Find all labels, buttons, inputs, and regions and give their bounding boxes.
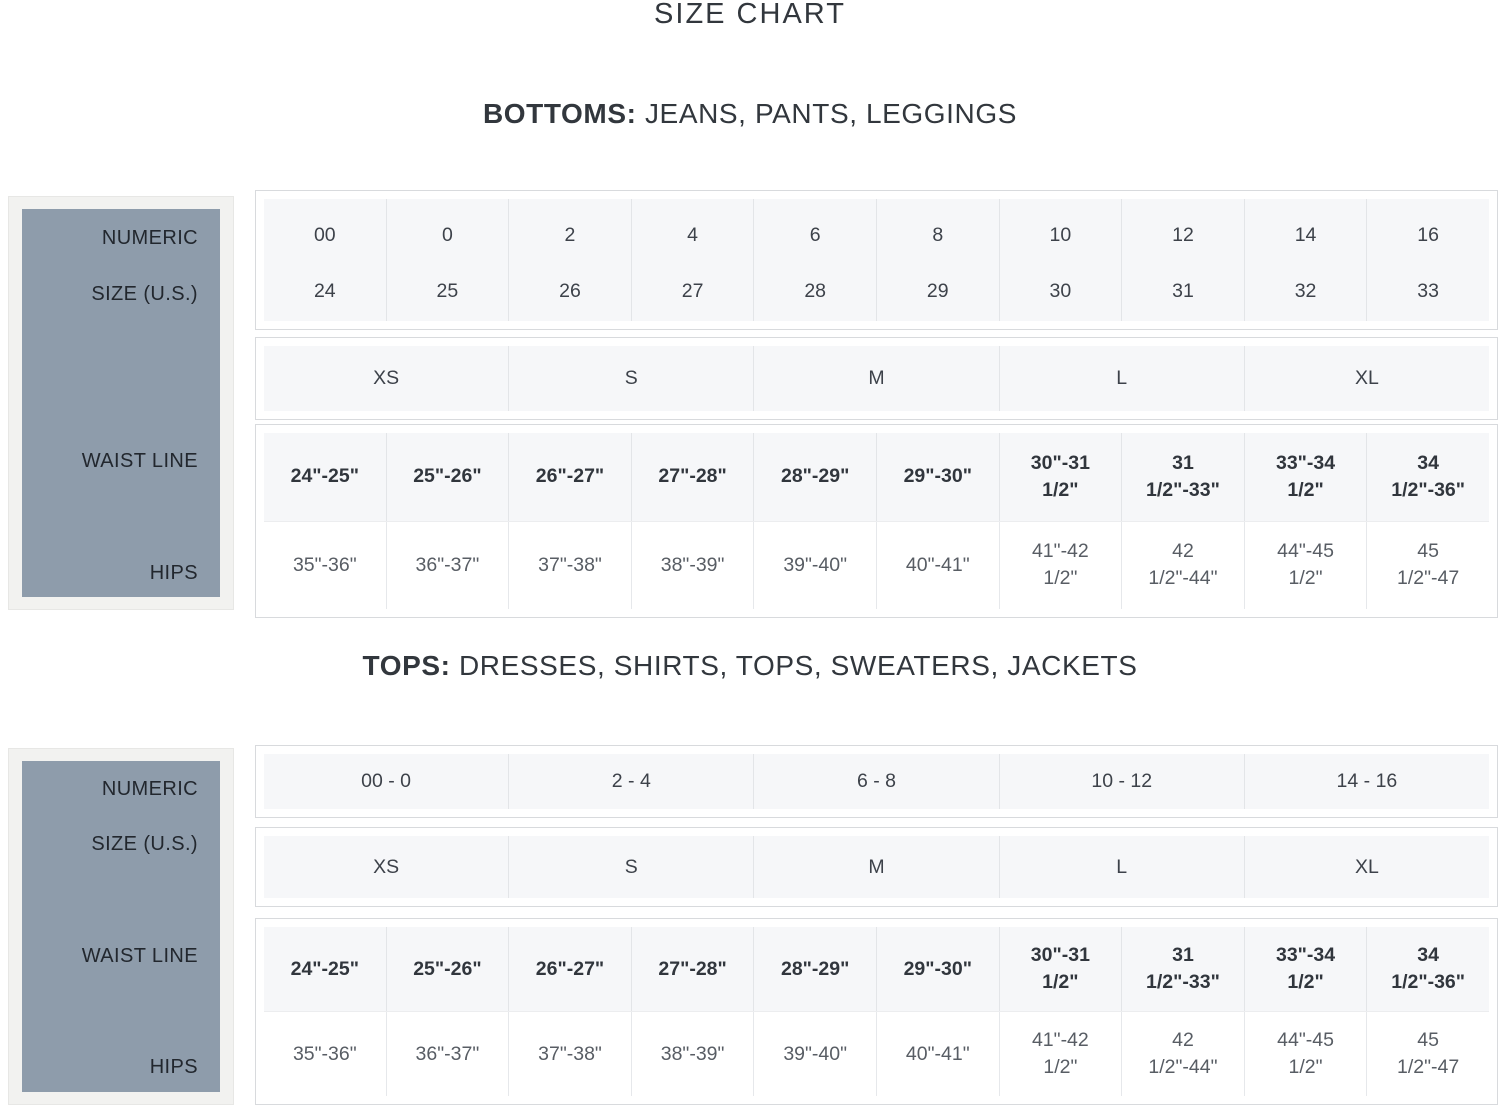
- letter-size-cell: S: [508, 346, 753, 411]
- tops-waist-row: [264, 927, 1489, 1011]
- tops-section-heading: [0, 650, 1500, 682]
- numeric-inches-value: 28: [804, 280, 827, 302]
- letter-size-cell: M: [753, 346, 998, 411]
- bottoms-heading-items: JEANS, PANTS, LEGGINGS: [644, 98, 1018, 129]
- numeric-inches-value: 31: [1172, 280, 1194, 302]
- waist-cell: 34 1/2"-36": [1366, 927, 1489, 1011]
- waist-cell: 34 1/2"-36": [1366, 433, 1489, 521]
- numeric-size-cell: 14 - 16: [1244, 754, 1489, 809]
- hips-cell: 36"-37": [386, 1012, 509, 1096]
- tops-heading-items: DRESSES, SHIRTS, TOPS, SWEATERS, JACKETS: [458, 650, 1138, 681]
- bottoms-row-labels-inner: [22, 209, 220, 597]
- row-label-waist-line: WAIST LINE: [81, 945, 198, 967]
- numeric-size-value: 14: [1294, 224, 1317, 246]
- hips-cell: 37"-38": [508, 522, 631, 610]
- tops-numeric-size-box: [255, 745, 1498, 818]
- waist-cell: 28"-29": [753, 433, 876, 521]
- waist-cell: 33"-34 1/2": [1244, 433, 1367, 521]
- numeric-size-value: 2: [564, 224, 576, 246]
- hips-cell: 45 1/2"-47: [1366, 522, 1489, 610]
- bottoms-row-labels-panel: [8, 196, 234, 610]
- numeric-size-value: 10: [1049, 224, 1072, 246]
- waist-cell: 28"-29": [753, 927, 876, 1011]
- numeric-size-value: 6: [809, 224, 821, 246]
- numeric-size-cell: [753, 199, 876, 321]
- row-label-size-us: SIZE (U.S.): [91, 833, 198, 855]
- hips-cell: 45 1/2"-47: [1366, 1012, 1489, 1096]
- numeric-inches-value: 32: [1294, 280, 1317, 302]
- bottoms-heading-category: BOTTOMS:: [482, 98, 637, 129]
- letter-size-cell: XL: [1244, 346, 1489, 411]
- letter-size-cell: L: [999, 346, 1244, 411]
- numeric-size-value: 12: [1172, 224, 1194, 246]
- tops-row-labels-inner: [22, 761, 220, 1092]
- waist-cell: 26"-27": [508, 927, 631, 1011]
- numeric-size-cell: [508, 199, 631, 321]
- waist-cell: 25"-26": [386, 433, 509, 521]
- waist-cell: 29"-30": [876, 927, 999, 1011]
- hips-cell: 42 1/2"-44": [1121, 522, 1244, 610]
- tops-measurements-box: [255, 918, 1498, 1105]
- numeric-size-cell: 6 - 8: [753, 754, 998, 809]
- numeric-size-cell: [1244, 199, 1367, 321]
- waist-cell: 25"-26": [386, 927, 509, 1011]
- numeric-inches-value: 24: [313, 280, 336, 302]
- hips-cell: 36"-37": [386, 522, 509, 610]
- hips-cell: 37"-38": [508, 1012, 631, 1096]
- row-label-numeric: NUMERIC: [101, 227, 198, 249]
- waist-cell: 27"-28": [631, 927, 754, 1011]
- numeric-size-cell: 2 - 4: [508, 754, 753, 809]
- letter-size-cell: XL: [1244, 836, 1489, 898]
- hips-cell: 39"-40": [753, 522, 876, 610]
- numeric-inches-value: 29: [926, 280, 949, 302]
- hips-cell: 41"-42 1/2": [999, 522, 1122, 610]
- numeric-size-value: 16: [1417, 224, 1439, 246]
- numeric-size-cell: 10 - 12: [999, 754, 1244, 809]
- waist-cell: 27"-28": [631, 433, 754, 521]
- tops-hips-row: [264, 1011, 1489, 1096]
- hips-cell: 38"-39": [631, 1012, 754, 1096]
- numeric-size-value: 0: [441, 224, 453, 246]
- hips-cell: 44"-45 1/2": [1244, 522, 1367, 610]
- letter-size-cell: L: [999, 836, 1244, 898]
- numeric-size-cell: [264, 199, 386, 321]
- numeric-inches-value: 26: [559, 280, 581, 302]
- hips-cell: 38"-39": [631, 522, 754, 610]
- tops-heading-category: TOPS:: [362, 650, 451, 681]
- waist-cell: 30"-31 1/2": [999, 927, 1122, 1011]
- numeric-size-value: 8: [932, 224, 944, 246]
- tops-letter-size-row: [264, 836, 1489, 898]
- numeric-size-value: 00: [313, 224, 336, 246]
- waist-cell: 29"-30": [876, 433, 999, 521]
- hips-cell: 35"-36": [264, 1012, 386, 1096]
- hips-cell: 44"-45 1/2": [1244, 1012, 1367, 1096]
- waist-cell: 31 1/2"-33": [1121, 433, 1244, 521]
- waist-cell: 26"-27": [508, 433, 631, 521]
- waist-cell: 24"-25": [264, 433, 386, 521]
- hips-cell: 39"-40": [753, 1012, 876, 1096]
- numeric-size-cell: 00 - 0: [264, 754, 508, 809]
- row-label-size-us: SIZE (U.S.): [91, 283, 198, 305]
- waist-cell: 30"-31 1/2": [999, 433, 1122, 521]
- page-title: SIZE CHART: [654, 0, 846, 30]
- bottoms-section-heading: [0, 98, 1500, 130]
- numeric-size-cell: [999, 199, 1122, 321]
- hips-cell: 35"-36": [264, 522, 386, 610]
- bottoms-measurements-box: [255, 424, 1498, 618]
- numeric-size-cell: [1121, 199, 1244, 321]
- hips-cell: 40"-41": [876, 1012, 999, 1096]
- letter-size-cell: XS: [264, 346, 508, 411]
- hips-cell: 42 1/2"-44": [1121, 1012, 1244, 1096]
- hips-cell: 41"-42 1/2": [999, 1012, 1122, 1096]
- bottoms-letter-size-row: [264, 346, 1489, 411]
- tops-row-labels-panel: [8, 748, 234, 1105]
- numeric-inches-value: 27: [681, 280, 704, 302]
- numeric-size-cell: [386, 199, 509, 321]
- hips-cell: 40"-41": [876, 522, 999, 610]
- waist-cell: 31 1/2"-33": [1121, 927, 1244, 1011]
- tops-letter-size-box: [255, 827, 1498, 907]
- letter-size-cell: M: [753, 836, 998, 898]
- row-label-hips: HIPS: [149, 1056, 198, 1078]
- waist-cell: 24"-25": [264, 927, 386, 1011]
- waist-cell: 33"-34 1/2": [1244, 927, 1367, 1011]
- numeric-inches-value: 30: [1049, 280, 1072, 302]
- numeric-size-cell: [1366, 199, 1489, 321]
- bottoms-waist-row: [264, 433, 1489, 521]
- bottoms-numeric-size-box: [255, 190, 1498, 330]
- row-label-waist-line: WAIST LINE: [81, 450, 198, 472]
- numeric-inches-value: 25: [436, 280, 459, 302]
- bottoms-letter-size-box: [255, 337, 1498, 420]
- numeric-size-value: 4: [687, 224, 698, 246]
- numeric-size-cell: [876, 199, 999, 321]
- tops-numeric-size-row: [264, 754, 1489, 809]
- bottoms-hips-row: [264, 521, 1489, 610]
- numeric-inches-value: 33: [1417, 280, 1439, 302]
- letter-size-cell: S: [508, 836, 753, 898]
- bottoms-numeric-size-row: [264, 199, 1489, 321]
- row-label-numeric: NUMERIC: [101, 778, 198, 800]
- numeric-size-cell: [631, 199, 754, 321]
- row-label-hips: HIPS: [149, 562, 198, 584]
- letter-size-cell: XS: [264, 836, 508, 898]
